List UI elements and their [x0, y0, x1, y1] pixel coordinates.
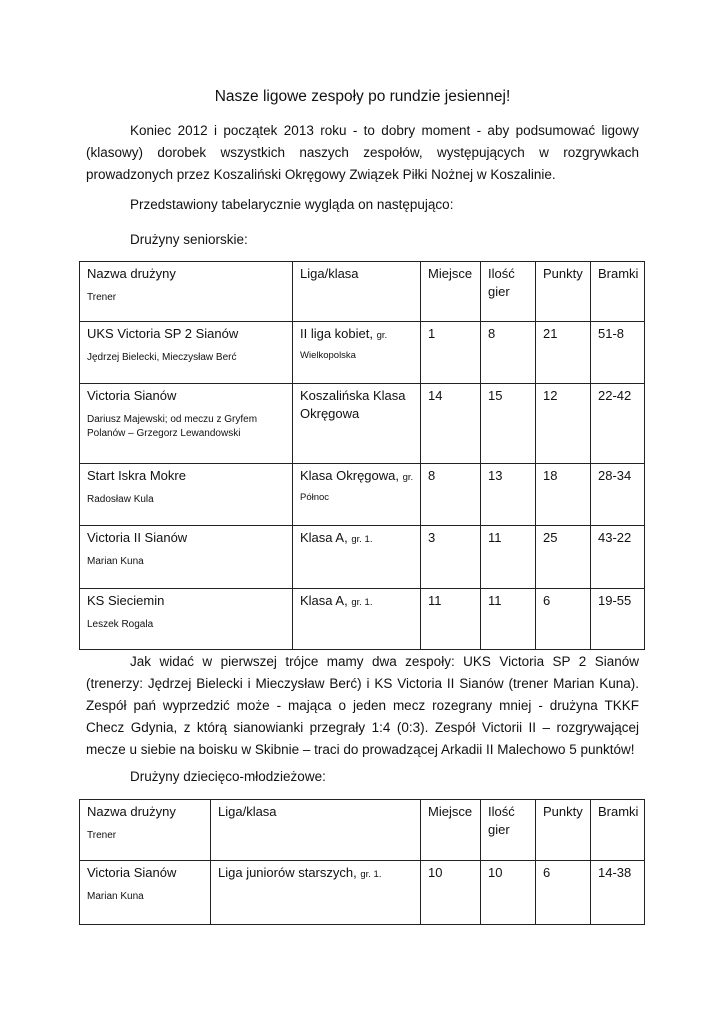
header-name: Nazwa drużyny [87, 804, 176, 819]
team-coach: Dariusz Majewski; od meczu z Gryfem Polanów – Grzegorz Lewandowski [87, 414, 258, 439]
summary-paragraph: Jak widać w pierwszej trójce mamy dwa zespoły: UKS Victoria SP 2 Sianów (trenerzy: Jędrzej Bielecki i Mieczysław Berć) i KS Victoria II Sianów (trener Marian Kuna). Zespół pań wyprzedzić może - mająca o jeden mecz rozegrany mniej - drużyna TKKF Checz Gdynia, z którą sianowianki przegrały 1:4 (0:3). Zespół Victorii II – rozgrywającej mecze u siebie na boisku w Skibnie – traci do prowadzącej Arkadii II Malechowo 5 punktów! [86, 654, 639, 757]
team-goals: 43-22 [591, 526, 645, 589]
team-goals: 28-34 [591, 464, 645, 526]
page-title: Nasze ligowe zespoły po rundzie jesiennej! [214, 88, 511, 105]
team-points: 18 [536, 464, 591, 526]
table-row [80, 526, 645, 589]
team-name: Victoria II Sianów [87, 530, 188, 545]
youth-table [79, 799, 645, 925]
header-games: Ilość gier [481, 262, 536, 322]
team-games: 11 [481, 589, 536, 650]
team-place: 10 [421, 861, 481, 925]
team-league-group: gr. Północ [300, 472, 414, 503]
team-coach: Radosław Kula [87, 494, 154, 505]
team-goals: 19-55 [591, 589, 645, 650]
table-row [80, 322, 645, 384]
team-games: 10 [481, 861, 536, 925]
team-goals: 51-8 [591, 322, 645, 384]
table-row [80, 464, 645, 526]
header-league: Liga/klasa [293, 262, 421, 322]
team-games: 11 [481, 526, 536, 589]
header-goals: Bramki [591, 800, 645, 861]
team-name: Victoria Sianów [87, 865, 177, 880]
header-name: Nazwa drużyny [87, 266, 176, 281]
header-coach: Trener [87, 830, 117, 841]
team-name: UKS Victoria SP 2 Sianów [87, 326, 239, 341]
team-points: 12 [536, 384, 591, 464]
team-league: Klasa Okręgowa, [300, 468, 399, 483]
team-league-group: gr. 1. [351, 597, 373, 608]
team-games: 15 [481, 384, 536, 464]
table-header-row [80, 262, 645, 322]
team-points: 25 [536, 526, 591, 589]
presented-paragraph: Przedstawiony tabelarycznie wygląda on następująco: [130, 197, 454, 212]
team-place: 1 [421, 322, 481, 384]
team-league: Koszalińska Klasa Okręgowa [300, 388, 406, 421]
team-goals: 22-42 [591, 384, 645, 464]
team-coach: Leszek Rogala [87, 619, 154, 630]
youth-heading: Drużyny dziecięco-młodzieżowe: [130, 769, 326, 784]
team-goals: 14-38 [591, 861, 645, 925]
team-league: Liga juniorów starszych, [218, 865, 357, 880]
table-row [80, 384, 645, 464]
team-points: 6 [536, 861, 591, 925]
team-points: 6 [536, 589, 591, 650]
team-coach: Marian Kuna [87, 891, 144, 902]
header-coach: Trener [87, 292, 117, 303]
team-place: 8 [421, 464, 481, 526]
team-points: 21 [536, 322, 591, 384]
table-row [80, 861, 645, 925]
team-coach: Marian Kuna [87, 556, 144, 567]
team-league-group: gr. Wielkopolska [300, 330, 388, 361]
team-league: II liga kobiet, [300, 326, 373, 341]
table-header-row [80, 800, 645, 861]
header-games: Ilość gier [481, 800, 536, 861]
team-league: Klasa A, [300, 530, 348, 545]
team-games: 8 [481, 322, 536, 384]
header-points: Punkty [536, 262, 591, 322]
header-place: Miejsce [421, 800, 481, 861]
team-name: KS Sieciemin [87, 593, 165, 608]
intro-paragraph: Koniec 2012 i początek 2013 roku - to dobry moment - aby podsumować ligowy (klasowy) dorobek wszystkich naszych zespołów, występujących w rozgrywkach prowadzonych przez Koszaliński Okręgowy Związek Piłki Nożnej w Koszalinie. [86, 123, 639, 182]
team-place: 14 [421, 384, 481, 464]
team-games: 13 [481, 464, 536, 526]
team-coach: Jędrzej Bielecki, Mieczysław Berć [87, 352, 237, 363]
header-place: Miejsce [421, 262, 481, 322]
header-goals: Bramki [591, 262, 645, 322]
senior-table [79, 261, 645, 650]
team-place: 11 [421, 589, 481, 650]
header-points: Punkty [536, 800, 591, 861]
team-place: 3 [421, 526, 481, 589]
team-league-group: gr. 1. [351, 534, 373, 545]
team-league-group: gr. 1. [360, 869, 382, 880]
header-league: Liga/klasa [211, 800, 421, 861]
team-name: Start Iskra Mokre [87, 468, 186, 483]
team-name: Victoria Sianów [87, 388, 177, 403]
table-row [80, 589, 645, 650]
senior-heading: Drużyny seniorskie: [130, 232, 248, 247]
team-league: Klasa A, [300, 593, 348, 608]
